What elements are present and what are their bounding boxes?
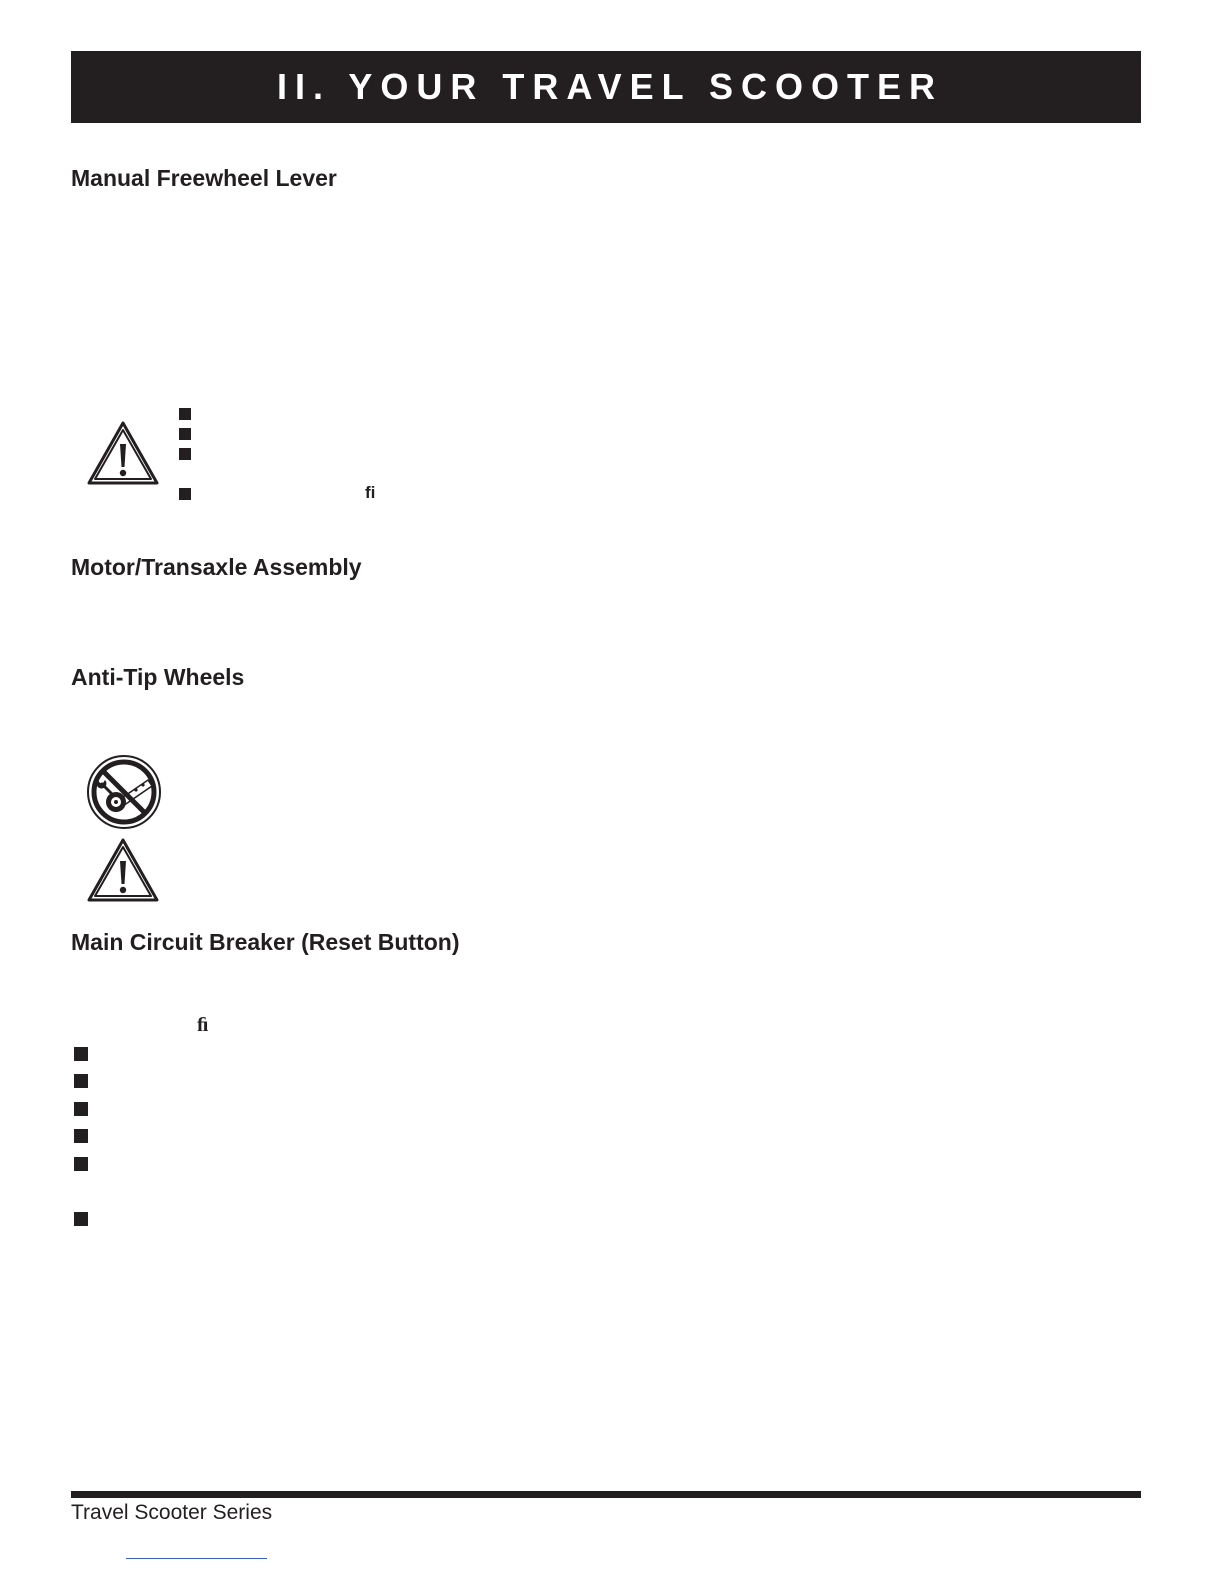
no-tamper-prohibition-icon xyxy=(86,754,162,830)
footer-series-title: Travel Scooter Series xyxy=(71,1501,273,1524)
list-bullet xyxy=(74,1102,88,1116)
ligature-glyph: ﬁ xyxy=(365,483,376,502)
list-bullet xyxy=(74,1212,88,1226)
chapter-header-bar xyxy=(71,51,1141,123)
list-bullet xyxy=(74,1047,88,1061)
section-title-freewheel: Manual Freewheel Lever xyxy=(71,165,337,191)
ligature-glyph: ﬁ xyxy=(197,1014,209,1036)
footer-rule xyxy=(71,1491,1141,1498)
warning-triangle-icon xyxy=(86,420,160,486)
warning-bullet xyxy=(179,408,191,420)
section-title-motor: Motor/Transaxle Assembly xyxy=(71,554,362,580)
warning-bullet xyxy=(179,488,191,500)
warning-bullet xyxy=(179,448,191,460)
warning-triangle-icon xyxy=(86,837,160,903)
list-bullet xyxy=(74,1074,88,1088)
footer-link-underline[interactable] xyxy=(126,1558,267,1559)
chapter-title: II. YOUR TRAVEL SCOOTER xyxy=(276,66,944,107)
list-bullet xyxy=(74,1157,88,1171)
section-title-antitip: Anti-Tip Wheels xyxy=(71,664,245,690)
section-title-breaker: Main Circuit Breaker (Reset Button) xyxy=(71,929,460,955)
warning-bullet xyxy=(179,428,191,440)
list-bullet xyxy=(74,1129,88,1143)
